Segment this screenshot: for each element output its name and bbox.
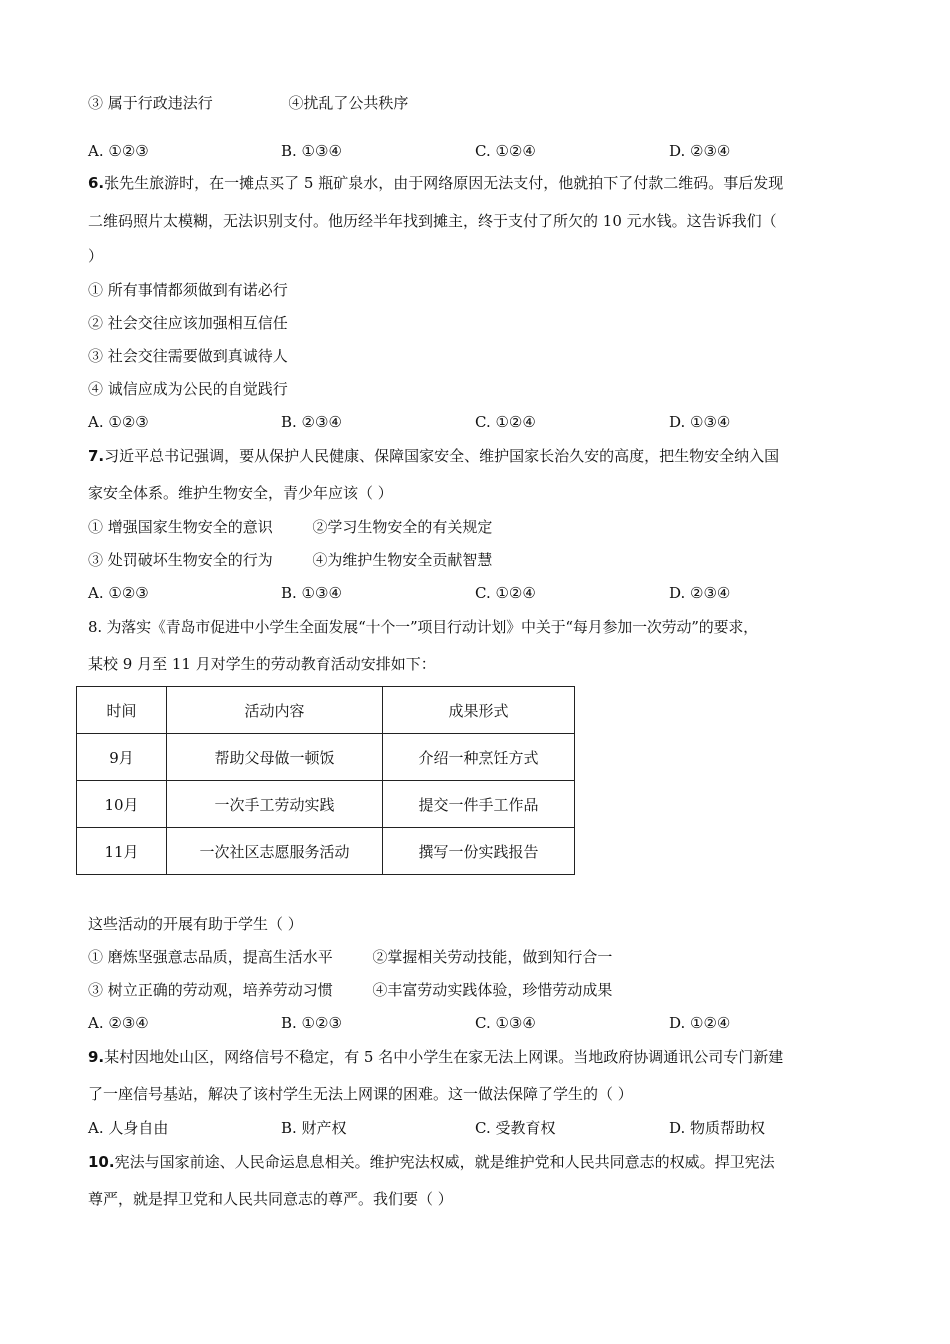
table-cell: 介绍一种烹饪方式 [383,734,575,781]
q8-items-line-2 [88,979,612,1001]
q6-number: 6. [88,174,105,192]
table-cell: 帮助父母做一顿饭 [167,734,383,781]
q9-option-b[interactable]: B. 财产权 [281,1119,347,1137]
q9-stem-line-1: 9.某村因地处山区，网络信号不稳定，有 5 名中小学生在家无法上网课。当地政府协调通讯公司专门新建 [88,1048,784,1066]
q6-stem-line-2: 二维码照片太模糊，无法识别支付。他历经半年找到摊主，终于支付了所欠的 10 元水钱。这告诉我们（ [88,212,777,230]
q10-stem-line-1: 10.宪法与国家前途、人民命运息息相关。维护宪法权威，就是维护党和人民共同意志的权威。捍卫宪法 [88,1153,775,1171]
table-cell: 11月 [77,828,167,875]
q6-option-d[interactable]: D. ①③④ [669,413,731,431]
table-cell: 撰写一份实践报告 [383,828,575,875]
q9-stem-line-2: 了一座信号基站，解决了该村学生无法上网课的困难。这一做法保障了学生的（ ） [88,1085,633,1103]
q5-items-line [88,92,408,114]
q9-option-c[interactable]: C. 受教育权 [475,1119,556,1137]
q8-item-2: ②掌握相关劳动技能，做到知行合一 [372,948,613,966]
q7-option-d[interactable]: D. ②③④ [669,584,731,602]
q7-option-b[interactable]: B. ①③④ [281,584,342,602]
q6-item-1: ① 所有事情都须做到有诺必行 [88,281,288,299]
q7-number: 7. [88,447,105,465]
q9-option-a[interactable]: A. 人身自由 [88,1119,169,1137]
q7-item-1: ① 增强国家生物安全的意识 [88,518,273,536]
q10-stem-line-2: 尊严，就是捍卫党和人民共同意志的尊严。我们要（ ） [88,1190,453,1208]
table-row [77,734,575,781]
q7-items-line-2 [88,549,492,571]
q6-item-4: ④ 诚信应成为公民的自觉践行 [88,380,288,398]
table-header-cell: 成果形式 [383,687,575,734]
q9-option-d[interactable]: D. 物质帮助权 [669,1119,766,1137]
table-cell: 一次社区志愿服务活动 [167,828,383,875]
table-header-cell: 时间 [77,687,167,734]
labor-schedule-table [76,686,575,875]
q7-option-c[interactable]: C. ①②④ [475,584,536,602]
q7-stem-line-2: 家安全体系。维护生物安全，青少年应该（ ） [88,484,393,502]
q5-option-c[interactable]: C. ①②④ [475,142,536,160]
q5-option-b[interactable]: B. ①③④ [281,142,342,160]
q7-item-2: ②学习生物安全的有关规定 [312,518,493,536]
q7-items-line-1 [88,516,492,538]
q5-item-3: ③ 属于行政违法行 [88,94,213,112]
q8-item-3: ③ 树立正确的劳动观，培养劳动习惯 [88,981,333,999]
q6-item-2: ② 社会交往应该加强相互信任 [88,314,288,332]
table-row [77,828,575,875]
q8-question: 这些活动的开展有助于学生（ ） [88,915,303,933]
table-cell: 提交一件手工作品 [383,781,575,828]
q8-option-a[interactable]: A. ②③④ [88,1014,149,1032]
q6-item-3: ③ 社会交往需要做到真诚待人 [88,347,288,365]
q8-option-c[interactable]: C. ①③④ [475,1014,536,1032]
q5-item-4: ④扰乱了公共秩序 [288,94,409,112]
q10-number: 10. [88,1153,115,1171]
q8-option-d[interactable]: D. ①②④ [669,1014,731,1032]
q8-option-b[interactable]: B. ①②③ [281,1014,342,1032]
table-header-row [77,687,575,734]
q5-option-a[interactable]: A. ①②③ [88,142,149,160]
table-cell: 10月 [77,781,167,828]
q6-option-b[interactable]: B. ②③④ [281,413,342,431]
q7-stem-line-1: 7.习近平总书记强调，要从保护人民健康、保障国家安全、维护国家长治久安的高度，把生物安全纳入国 [88,447,780,465]
q7-item-3: ③ 处罚破坏生物安全的行为 [88,551,273,569]
q8-item-1: ① 磨炼坚强意志品质，提高生活水平 [88,948,333,966]
table-cell: 9月 [77,734,167,781]
q7-item-4: ④为维护生物安全贡献智慧 [312,551,493,569]
q8-item-4: ④丰富劳动实践体验，珍惜劳动成果 [372,981,613,999]
table-row [77,781,575,828]
q6-stem-line-1: 6.张先生旅游时，在一摊点买了 5 瓶矿泉水，由于网络原因无法支付，他就拍下了付款二维码。事后发现 [88,174,784,192]
q6-option-a[interactable]: A. ①②③ [88,413,149,431]
q6-stem-line-3: ） [88,247,104,265]
q8-stem-line-2: 某校 9 月至 11 月对学生的劳动教育活动安排如下： [88,655,436,673]
q8-items-line-1 [88,946,612,968]
q8-stem-line-1: 8. 为落实《青岛市促进中小学生全面发展“十个一”项目行动计划》中关于“每月参加一次劳动”的要求， [88,618,758,636]
q5-option-d[interactable]: D. ②③④ [669,142,731,160]
q6-option-c[interactable]: C. ①②④ [475,413,536,431]
q9-number: 9. [88,1048,105,1066]
table-header-cell: 活动内容 [167,687,383,734]
q7-option-a[interactable]: A. ①②③ [88,584,149,602]
table-cell: 一次手工劳动实践 [167,781,383,828]
